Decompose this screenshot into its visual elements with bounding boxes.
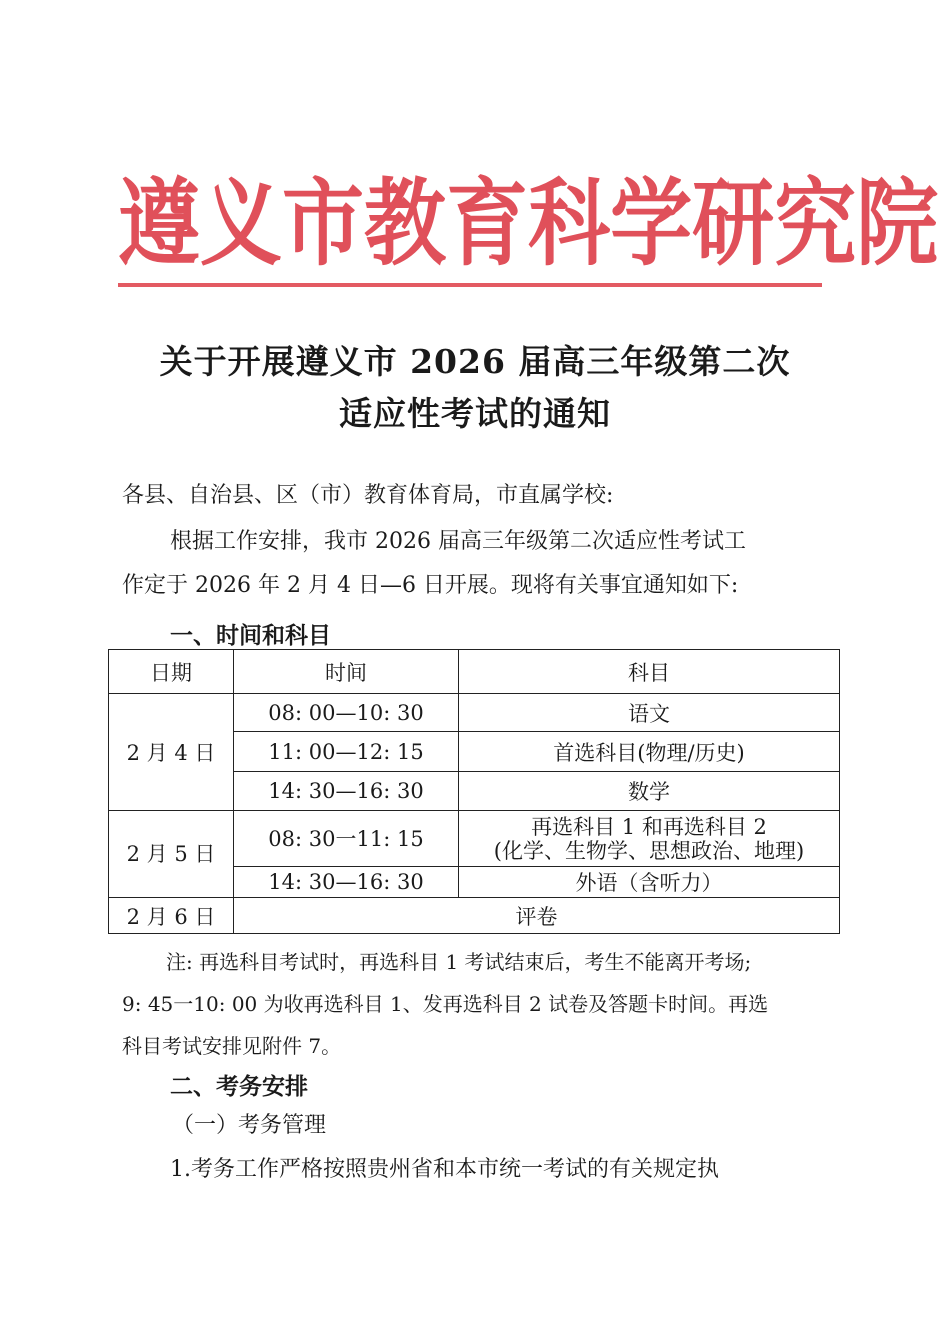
subject-cell (459, 811, 840, 867)
subject-cell: 语文 (459, 694, 840, 732)
table-row (109, 694, 840, 732)
salutation: 各县、自治县、区（市）教育体育局，市直属学校: (122, 483, 614, 508)
table-row (109, 898, 840, 934)
org-char: 市 (282, 169, 365, 280)
intro-line1: 根据工作安排，我市 2026 届高三年级第二次适应性考试工 (170, 529, 746, 554)
time-cell: 14: 30—16: 30 (234, 772, 459, 811)
document-title-line1: 关于开展遵义市 2026 届高三年级第二次 (159, 342, 791, 381)
subject-line: (化学、生物学、思想政治、地理) (493, 838, 805, 863)
time-cell: 11: 00—12: 15 (234, 732, 459, 772)
note-line3: 科目考试安排见附件 7。 (122, 1034, 342, 1058)
note-line1: 注: 再选科目考试时，再选科目 1 考试结束后，考生不能离开考场; (166, 950, 752, 974)
org-char: 院 (856, 169, 939, 280)
date-cell: 2 月 6 日 (109, 898, 234, 934)
org-char: 究 (774, 169, 857, 280)
section1-heading: 一、时间和科目 (170, 623, 331, 649)
time-cell: 08: 00—10: 30 (234, 694, 459, 732)
org-char: 研 (692, 169, 775, 280)
header-subject: 科目 (459, 650, 840, 694)
org-char: 教 (364, 169, 447, 280)
activity-cell: 评卷 (234, 898, 840, 934)
header-divider (118, 283, 822, 287)
document-title-line2: 适应性考试的通知 (339, 394, 611, 433)
date-cell: 2 月 5 日 (109, 811, 234, 898)
subsection-heading: （一）考务管理 (172, 1113, 327, 1138)
table-header-row (109, 650, 840, 694)
section2-heading: 二、考务安排 (170, 1074, 308, 1100)
date-cell: 2 月 4 日 (109, 694, 234, 811)
subject-line: 再选科目 1 和再选科目 2 (531, 814, 767, 839)
organization-header (118, 162, 939, 289)
subject-cell: 外语（含听力） (459, 867, 840, 898)
schedule-table (108, 649, 840, 934)
subject-cell: 首选科目(物理/历史) (459, 732, 840, 772)
note-line2: 9: 45一10: 00 为收再选科目 1、发再选科目 2 试卷及答题卡时间。再选 (122, 992, 769, 1016)
header-date: 日期 (109, 650, 234, 694)
org-char: 科 (528, 169, 611, 280)
subject-cell: 数学 (459, 772, 840, 811)
table-row (109, 811, 840, 867)
header-time: 时间 (234, 650, 459, 694)
intro-line2: 作定于 2026 年 2 月 4 日—6 日开展。现将有关事宜通知如下: (122, 573, 739, 598)
time-cell: 14: 30—16: 30 (234, 867, 459, 898)
org-char: 学 (610, 169, 693, 280)
time-cell: 08: 30一11: 15 (234, 811, 459, 867)
org-char: 遵 (118, 169, 201, 280)
item-1: 1.考务工作严格按照贵州省和本市统一考试的有关规定执 (170, 1157, 719, 1182)
org-char: 育 (446, 169, 529, 280)
org-char: 义 (200, 169, 283, 280)
